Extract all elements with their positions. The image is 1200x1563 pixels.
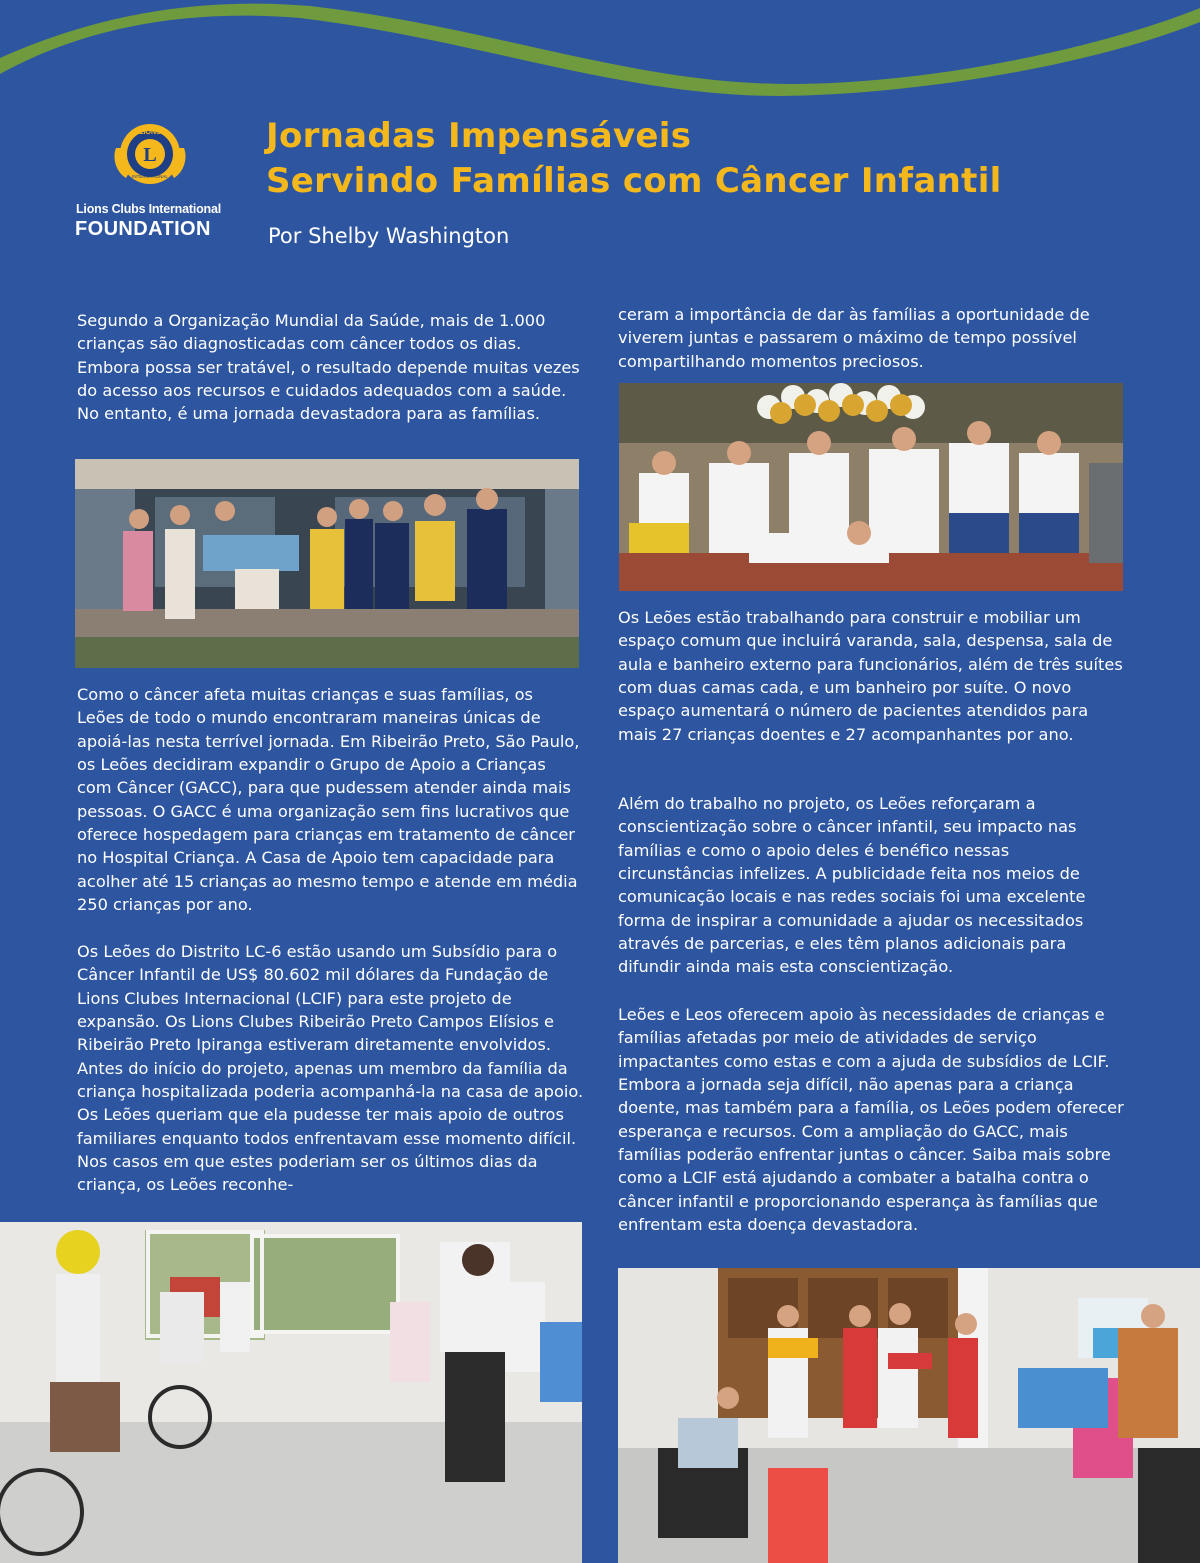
byline: Por Shelby Washington bbox=[268, 224, 510, 248]
svg-text:LIONS: LIONS bbox=[139, 129, 161, 136]
lions-emblem-icon bbox=[110, 118, 190, 196]
right-paragraph-2: Os Leões estão trabalhando para construir e mobiliar um espaço comum que incluirá varanda, sala, despensa, sala de aula e banheiro externo para funcionários, além de três suítes com duas camas cada, e um banheiro por suíte. O novo espaço aumentará o número de pacientes atendidos para mais 27 crianças doentes e 27 acompanhantes por ano. bbox=[618, 608, 1123, 744]
lcif-logo bbox=[72, 118, 237, 248]
logo-text-bottom: FOUNDATION bbox=[75, 218, 211, 240]
title-line-2: Servindo Famílias com Câncer Infantil bbox=[266, 161, 1002, 201]
left-paragraph-1: Segundo a Organização Mundial da Saúde, mais de 1.000 crianças são diagnosticadas com câncer todos os dias. Embora possa ser tratável, o resultado depende muitas vezes do acesso aos recursos e cuidados adequados com a saúde. No entanto, é uma jornada devastadora para as famílias. bbox=[77, 311, 580, 424]
photo-lions-group-check bbox=[75, 459, 579, 668]
svg-text:INTERNATIONAL: INTERNATIONAL bbox=[132, 174, 168, 179]
svg-text:L: L bbox=[143, 144, 157, 166]
right-paragraph-4: Leões e Leos oferecem apoio às necessidades de crianças e famílias afetadas por meio de atividades de serviço impactantes como estas e com a ajuda de subsídios de LCIF. Embora a jornada seja difícil, não apenas para a criança doente, mas também para a família, os Leões podem oferecer esperança e recursos. Com a ampliação do GACC, mais famílias poderão enfrentar juntas o câncer. Saiba mais sobre como a LCIF está ajudando a combater a batalha contra o câncer infantil e proporcionando esperança às famílias que enfrentam esta doença devastadora. bbox=[618, 1005, 1124, 1235]
article-title bbox=[266, 114, 1002, 204]
right-paragraph-1: ceram a importância de dar às famílias a oportunidade de viverem juntas e passarem o máximo de tempo possível compartilhando momentos preciosos. bbox=[618, 305, 1090, 371]
header-wave bbox=[0, 0, 1200, 130]
photo-children-playroom bbox=[0, 1222, 582, 1563]
right-paragraph-3: Além do trabalho no projeto, os Leões reforçaram a conscientização sobre o câncer infantil, seu impacto nas famílias e como o apoio deles é benéfico nessas circunstâncias infelizes. A publicidade feita nos meios de comunicação locais e nas redes sociais foi uma excelente forma de inspirar a comunidade a ajudar os necessitados através de parcerias, e eles têm planos adicionais para difundir ainda mais esta conscientização. bbox=[618, 794, 1086, 977]
photo-activity-room bbox=[618, 1268, 1200, 1563]
left-paragraph-3: Os Leões do Distrito LC-6 estão usando um Subsídio para o Câncer Infantil de US$ 80.602 mil dólares da Fundação de Lions Clubes Internacional (LCIF) para este projeto de expansão. Os Lions Clubes Ribeirão Preto Campos Elísios e Ribeirão Preto Ipiranga estiveram diretamente envolvidos. Antes do início do projeto, apenas um membro da família da criança hospitalizada poderia acompanhá-la na casa de apoio. Os Leões queriam que ela pudesse ter mais apoio de outros familiares enquanto todos enfrentavam esse momento difícil. Nos casos em que estes poderiam ser os últimos dias da criança, os Leões reconhe- bbox=[77, 942, 584, 1195]
left-paragraph-2: Como o câncer afeta muitas crianças e suas famílias, os Leões de todo o mundo encontraram maneiras únicas de apoiá-las nesta terrível jornada. Em Ribeirão Preto, São Paulo, os Leões decidiram expandir o Grupo de Apoio a Crianças com Câncer (GACC), para que pudessem atender ainda mais pessoas. O GACC é uma organização sem fins lucrativos que oferece hospedagem para crianças em tratamento de câncer no Hospital Criança. A Casa de Apoio tem capacidade para acolher até 15 crianças ao mesmo tempo e atende em média 250 crianças por ano. bbox=[77, 685, 580, 915]
logo-text-top: Lions Clubs International bbox=[76, 202, 222, 216]
photo-celebration-group bbox=[619, 383, 1123, 591]
title-line-1: Jornadas Impensáveis bbox=[266, 116, 692, 156]
